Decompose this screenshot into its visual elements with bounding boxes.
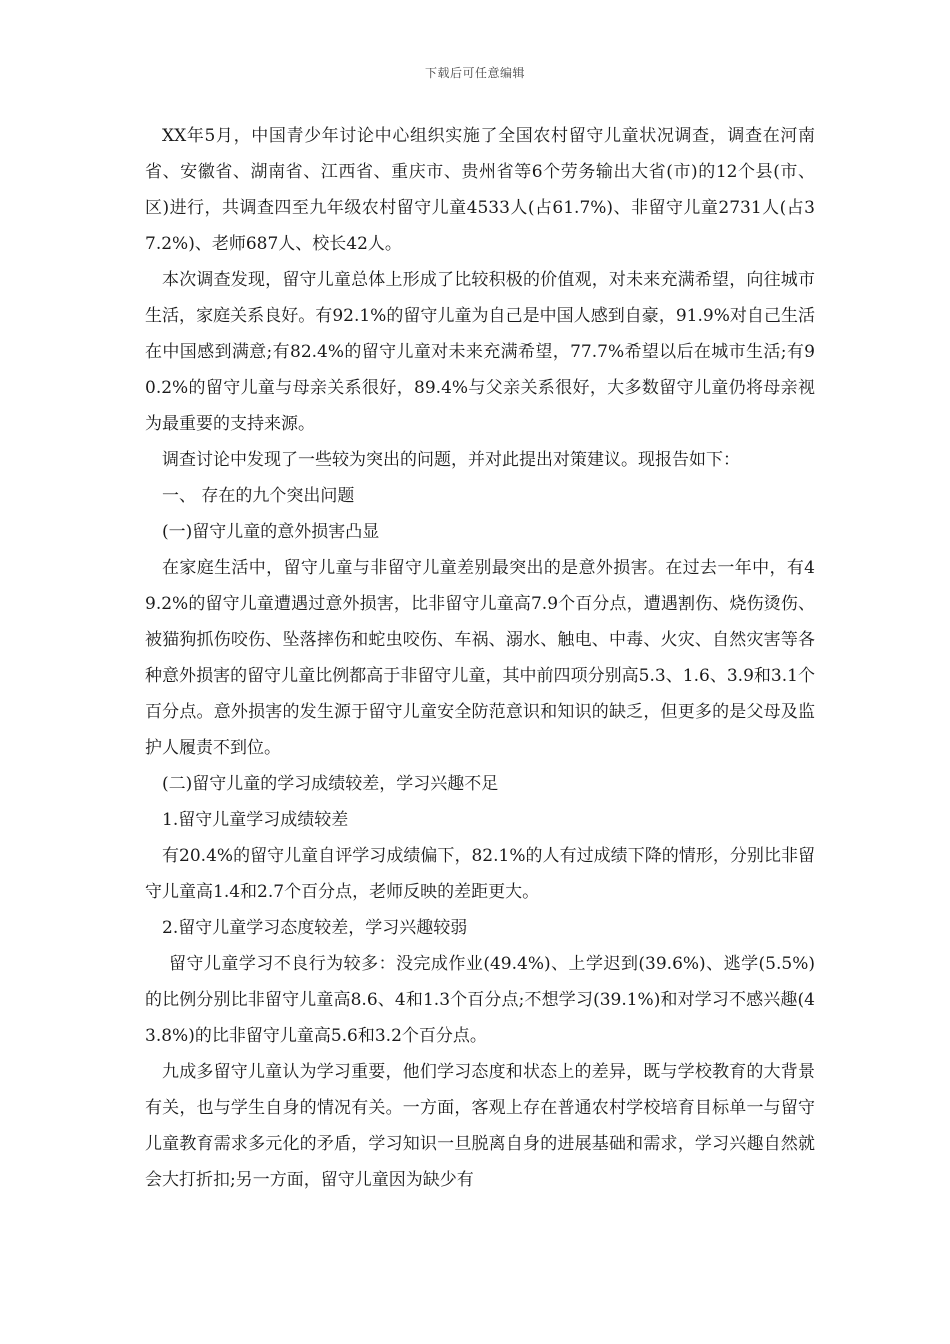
- paragraph-report-intro: 调查讨论中发现了一些较为突出的问题，并对此提出对策建议。现报告如下：: [162, 450, 740, 470]
- page-header-note: 下载后可任意编辑: [424, 66, 525, 80]
- item-heading-attitude: 2.留守儿童学习态度较差，学习兴趣较弱: [162, 918, 468, 938]
- section-heading-problems: 一、 存在的九个突出问题: [162, 486, 355, 506]
- subsection-heading-injury: (一)留守儿童的意外损害凸显: [162, 522, 380, 542]
- paragraph-attitude: 留守儿童学习不良行为较多：没完成作业(49.4%)、上学迟到(39.6%)、逃学(5.5%)的比例分别比非留守儿童高8.6、4和1.3个百分点;不想学习(39.1%)和对学习不感兴趣(43.8%)的比非留守儿童高5.6和3.2个百分点。: [145, 954, 815, 1046]
- paragraph-survey-overview: XX年5月，中国青少年讨论中心组织实施了全国农村留守儿童状况调查，调查在河南省、安徽省、湖南省、江西省、重庆市、贵州省等6个劳务输出大省(市)的12个县(市、区)进行，共调查四至九年级农村留守儿童4533人(占61.7%)、非留守儿童2731人(占37.2%)、老师687人、校长42人。: [145, 126, 815, 254]
- paragraph-grades: 有20.4%的留守儿童自评学习成绩偏下，82.1%的人有过成绩下降的情形，分别比非留守儿童高1.4和2.7个百分点，老师反映的差距更大。: [145, 846, 815, 902]
- paragraph-findings-values: 本次调查发现，留守儿童总体上形成了比较积极的价值观，对未来充满希望，向往城市生活，家庭关系良好。有92.1%的留守儿童为自己是中国人感到自豪，91.9%对自己生活在中国感到满意;有82.4%的留守儿童对未来充满希望，77.7%希望以后在城市生活;有90.2%的留守儿童与母亲关系很好，89.4%与父亲关系很好，大多数留守儿童仍将母亲视为最重要的支持来源。: [145, 270, 815, 434]
- paragraph-injury: 在家庭生活中，留守儿童与非留守儿童差别最突出的是意外损害。在过去一年中，有49.2%的留守儿童遭遇过意外损害，比非留守儿童高7.9个百分点，遭遇割伤、烧伤烫伤、被猫狗抓伤咬伤、坠落摔伤和蛇虫咬伤、车祸、溺水、触电、中毒、火灾、自然灾害等各种意外损害的留守儿童比例都高于非留守儿童，其中前四项分别高5.3、1.6、3.9和3.1个百分点。意外损害的发生源于留守儿童安全防范意识和知识的缺乏，但更多的是父母及监护人履责不到位。: [145, 558, 815, 758]
- document-body: [145, 118, 815, 1198]
- item-heading-grades: 1.留守儿童学习成绩较差: [162, 810, 349, 830]
- subsection-heading-study: (二)留守儿童的学习成绩较差，学习兴趣不足: [162, 774, 499, 794]
- paragraph-study-analysis: 九成多留守儿童认为学习重要，他们学习态度和状态上的差异，既与学校教育的大背景有关，也与学生自身的情况有关。一方面，客观上存在普通农村学校培育目标单一与留守儿童教育需求多元化的矛盾，学习知识一旦脱离自身的进展基础和需求，学习兴趣自然就会大打折扣;另一方面，留守儿童因为缺少有: [145, 1062, 815, 1190]
